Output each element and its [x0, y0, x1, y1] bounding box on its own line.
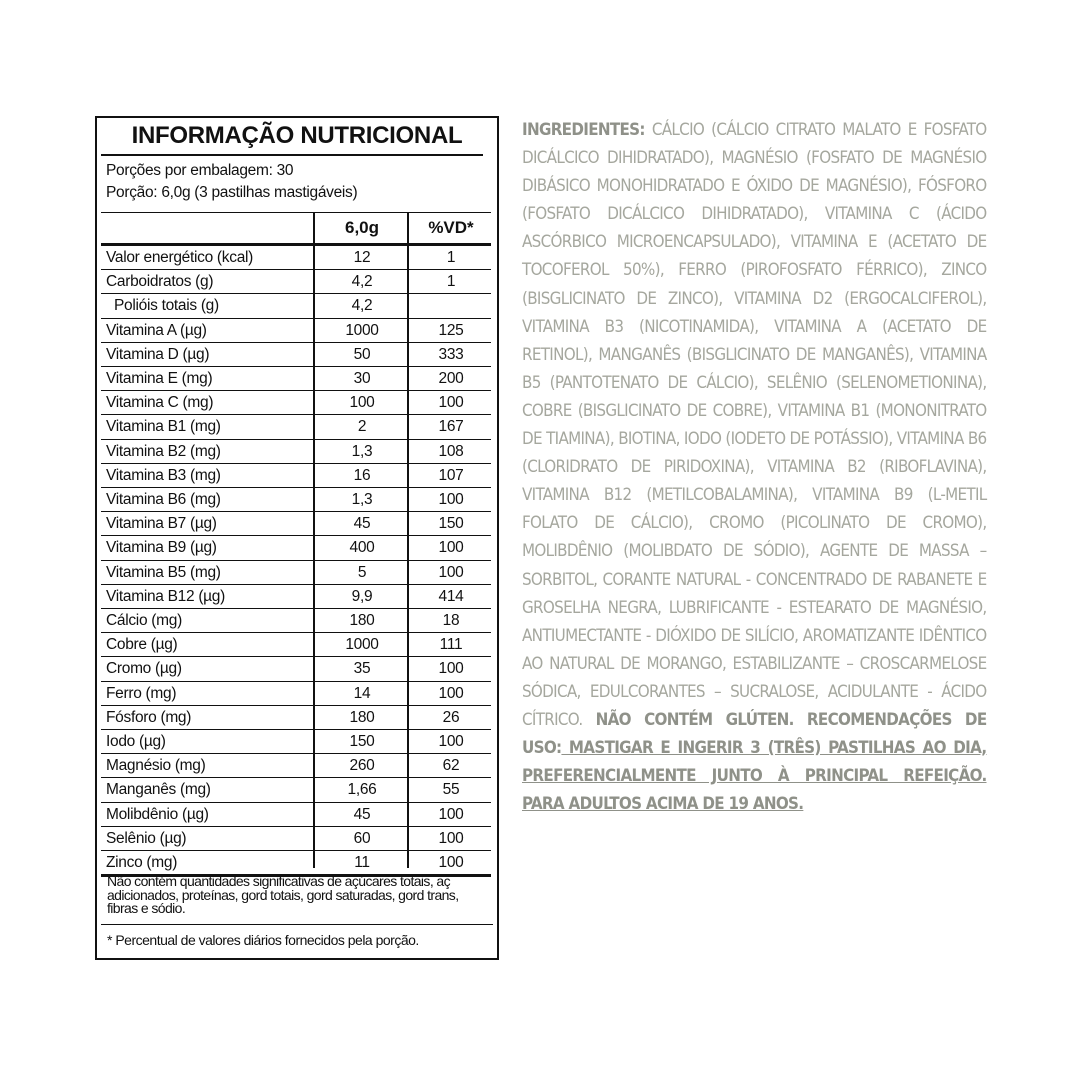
nutrient-quantity: 60: [353, 829, 371, 847]
nutrient-daily-value: 200: [438, 370, 464, 387]
usage-instructions: MASTIGAR E INGERIR 3 (TRÊS) PASTILHAS AO DIA, PREFERENCIALMENTE JUNTO À PRINCIPAL REFEIÇÃO. PARA ADULTOS ACIMA DE 19 ANOS.: [522, 738, 987, 815]
servings-per-package: Porções por embalagem: 30: [106, 162, 294, 179]
nutrient-quantity: 5: [357, 563, 367, 581]
nutrient-daily-value: 167: [438, 418, 464, 436]
nutrient-daily-value: 18: [442, 612, 460, 629]
table-row: [101, 440, 491, 464]
nutrient-daily-value: 26: [442, 708, 460, 726]
nutrient-daily-value: 108: [438, 442, 464, 460]
nutrient-quantity: 45: [353, 515, 371, 533]
table-row: [101, 391, 491, 415]
nutrient-daily-value: 107: [438, 466, 464, 484]
nutrient-daily-value: 125: [438, 321, 464, 339]
nutrient-quantity: 45: [353, 805, 371, 823]
table-row: [101, 270, 491, 294]
nutrient-name: Vitamina B3 (mg): [106, 466, 221, 484]
nutrient-quantity: 30: [353, 370, 371, 387]
nutrient-quantity: 180: [349, 612, 375, 629]
table-row: [101, 464, 491, 488]
nutrient-quantity: 150: [349, 733, 375, 750]
nutrient-name: Vitamina E (mg): [106, 370, 213, 387]
table-row: [101, 730, 491, 754]
nutrient-name: Zinco (mg): [106, 854, 178, 871]
nutrient-quantity: 50: [353, 345, 371, 363]
usage-label: RECOMENDAÇÕES DE USO:: [522, 709, 987, 759]
nutrient-daily-value: 1: [446, 249, 456, 266]
footnote-divider: [101, 924, 493, 925]
nutrient-name: Molibdênio (µg): [106, 805, 209, 823]
table-row: [101, 415, 491, 439]
nutrient-name: Cálcio (mg): [106, 612, 182, 629]
nutrient-daily-value: 150: [438, 515, 464, 533]
table-row: [101, 706, 491, 730]
nutrient-quantity: 35: [353, 660, 371, 678]
nutrient-daily-value: 414: [438, 587, 464, 605]
nutrient-quantity: 1000: [345, 321, 379, 339]
nutrient-quantity: 9,9: [351, 587, 373, 605]
table-row: [101, 585, 491, 609]
nutrition-facts-panel: [95, 116, 499, 960]
nutrient-quantity: 14: [353, 684, 371, 702]
nutrient-quantity: 1,66: [347, 781, 377, 799]
nutrient-name: Selênio (µg): [106, 829, 187, 847]
table-row: [101, 803, 491, 827]
nutrient-name: Vitamina B2 (mg): [106, 442, 221, 460]
table-row: [101, 754, 491, 778]
nutrient-quantity: 260: [349, 757, 375, 775]
nutrient-name: Vitamina C (mg): [106, 394, 214, 412]
ingredients-text: [522, 116, 987, 818]
nutrient-quantity: 11: [354, 854, 370, 871]
nutrient-daily-value: 100: [438, 394, 464, 412]
nutrient-name: Vitamina A (µg): [106, 321, 207, 339]
nutrient-daily-value: 55: [442, 781, 460, 799]
nutrient-name: Cromo (µg): [106, 660, 182, 678]
nutrient-daily-value: 1: [446, 273, 456, 291]
nutrient-daily-value: 100: [438, 829, 464, 847]
nutrient-daily-value: 333: [438, 345, 464, 363]
table-row: [101, 343, 491, 367]
nutrient-name: Ferro (mg): [106, 684, 177, 702]
serving-size: Porção: 6,0g (3 pastilhas mastigáveis): [106, 184, 358, 201]
nutrient-name: Fósforo (mg): [106, 708, 192, 726]
nutrient-name: Vitamina B5 (mg): [106, 563, 221, 581]
daily-value-footnote: * Percentual de valores diários fornecidos pela porção.: [107, 932, 419, 948]
nutrient-quantity: 1,3: [351, 442, 373, 460]
nutrient-name: Vitamina B1 (mg): [106, 418, 221, 436]
nutrient-name: Cobre (µg): [106, 636, 178, 654]
nutrient-name: Manganês (mg): [106, 781, 211, 799]
nutrient-quantity: 12: [353, 249, 371, 266]
nutrient-daily-value: 100: [438, 805, 464, 823]
nutrient-name: Valor energético (kcal): [106, 249, 254, 266]
nutrient-daily-value: 100: [438, 563, 464, 581]
nutrient-daily-value: 100: [438, 539, 464, 557]
table-row: [101, 294, 491, 318]
ingredients-list: CÁLCIO (CÁLCIO CITRATO MALATO E FOSFATO DICÁLCICO DIHIDRATADO), MAGNÉSIO (FOSFATO DE MAGNÉSIO DIBÁSICO MONOHIDRATADO E ÓXIDO DE MAGNÉSIO), FÓSFORO (FOSFATO DICÁLCICO DIHIDRATADO), VITAMINA C (ÁCIDO ASCÓRBICO MICROENCAPSULADO), VITAMINA E (ACETATO DE TOCOFEROL 50%), FERRO (PIROFOSFATO FÉRRICO), ZINCO (BISGLICINATO DE ZINCO), VITAMINA D2 (ERGOCALCIFEROL), VITAMINA B3 (NICOTINAMIDA), VITAMINA A (ACETATO DE RETINOL), MANGANÊS (BISGLICINATO DE MANGANÊS), VITAMINA B5 (PANTOTENATO DE CÁLCIO), SELÊNIO (SELENOMETIONINA), COBRE (BISGLICINATO DE COBRE), VITAMINA B1 (MONONITRATO DE TIAMINA), BIOTINA, IODO (IODETO DE POTÁSSIO), VITAMINA B6 (CLORIDRATO DE PIRIDOXINA), VITAMINA B2 (RIBOFLAVINA), VITAMINA B12 (METILCOBALAMINA), VITAMINA B9 (L-METIL FOLATO DE CÁLCIO), CROMO (PICOLINATO DE CROMO), MOLIBDÊNIO (MOLIBDATO DE SÓDIO), AGENTE DE MASSA – SORBITOL, CORANTE NATURAL - CONCENTRADO DE RABANETE E GROSELHA NEGRA, LUBRIFICANTE - ESTEARATO DE MAGNÉSIO, ANTIUMECTANTE - DIÓXIDO DE SILÍCIO, AROMATIZANTE IDÊNTICO AO NATURAL DE MORANGO, ESTABILIZANTE – CROSCARMELOSE SÓDICA, EDULCORANTES – SUCRALOSE, ACIDULANTE - ÁCIDO CÍTRICO.: [522, 120, 987, 730]
nutrient-name: Vitamina D (µg): [106, 345, 210, 363]
nutrient-name: Magnésio (mg): [106, 757, 206, 775]
nutrient-daily-value: 62: [442, 757, 460, 775]
nutrient-name: Polióis totais (g): [114, 297, 219, 315]
table-row: [101, 246, 491, 270]
nutrient-name: Vitamina B7 (µg): [106, 515, 217, 533]
nutrient-quantity: 1,3: [351, 491, 373, 508]
column-header-daily-value: %VD*: [428, 218, 474, 237]
nutrient-daily-value: 100: [438, 660, 464, 678]
nutrient-quantity: 100: [349, 394, 375, 412]
nutrient-daily-value: 100: [438, 854, 464, 871]
table-row: [101, 561, 491, 585]
ingredients-label: INGREDIENTES:: [522, 120, 645, 140]
table-rule: [101, 212, 491, 213]
nutrient-quantity: 180: [349, 708, 375, 726]
nutrient-name: Vitamina B6 (mg): [106, 491, 221, 508]
nutrient-quantity: 400: [349, 539, 375, 557]
nutrient-quantity: 4,2: [351, 297, 373, 315]
table-row: [101, 682, 491, 706]
table-row: [101, 633, 491, 657]
nutrient-name: Vitamina B12 (µg): [106, 587, 225, 605]
nutrient-name: Vitamina B9 (µg): [106, 539, 217, 557]
nutrient-daily-value: 100: [438, 684, 464, 702]
title-divider: [101, 154, 483, 156]
column-header-quantity: 6,0g: [344, 218, 380, 237]
nutrient-daily-value: 100: [438, 491, 464, 508]
gluten-notice: NÃO CONTÉM GLÚTEN.: [582, 709, 794, 730]
nutrition-table: [101, 212, 491, 871]
table-row: [101, 367, 491, 391]
nutrient-daily-value: 111: [439, 636, 463, 654]
table-row: [101, 851, 491, 875]
nutrient-quantity: 2: [357, 418, 367, 436]
table-row: [101, 488, 491, 512]
table-row: [101, 609, 491, 633]
table-row: [101, 657, 491, 681]
table-row: [101, 827, 491, 851]
nutrient-quantity: 1000: [345, 636, 379, 654]
nutrient-quantity: 16: [353, 466, 371, 484]
nutrition-note: Não contém quantidades significativas de açúcares totais, aç adicionados, proteínas, gord totais, gord saturadas, gord trans, fibras e sódio.: [107, 873, 459, 916]
nutrient-name: Iodo (µg): [106, 733, 166, 750]
nutrient-daily-value: [411, 294, 491, 318]
panel-title: INFORMAÇÃO NUTRICIONAL: [131, 122, 463, 149]
table-row: [101, 512, 491, 536]
nutrient-quantity: 4,2: [351, 273, 373, 291]
table-row: [101, 536, 491, 560]
table-row: [101, 319, 491, 343]
table-row: [101, 778, 491, 802]
nutrient-name: Carboidratos (g): [106, 273, 214, 291]
nutrient-daily-value: 100: [438, 733, 464, 750]
